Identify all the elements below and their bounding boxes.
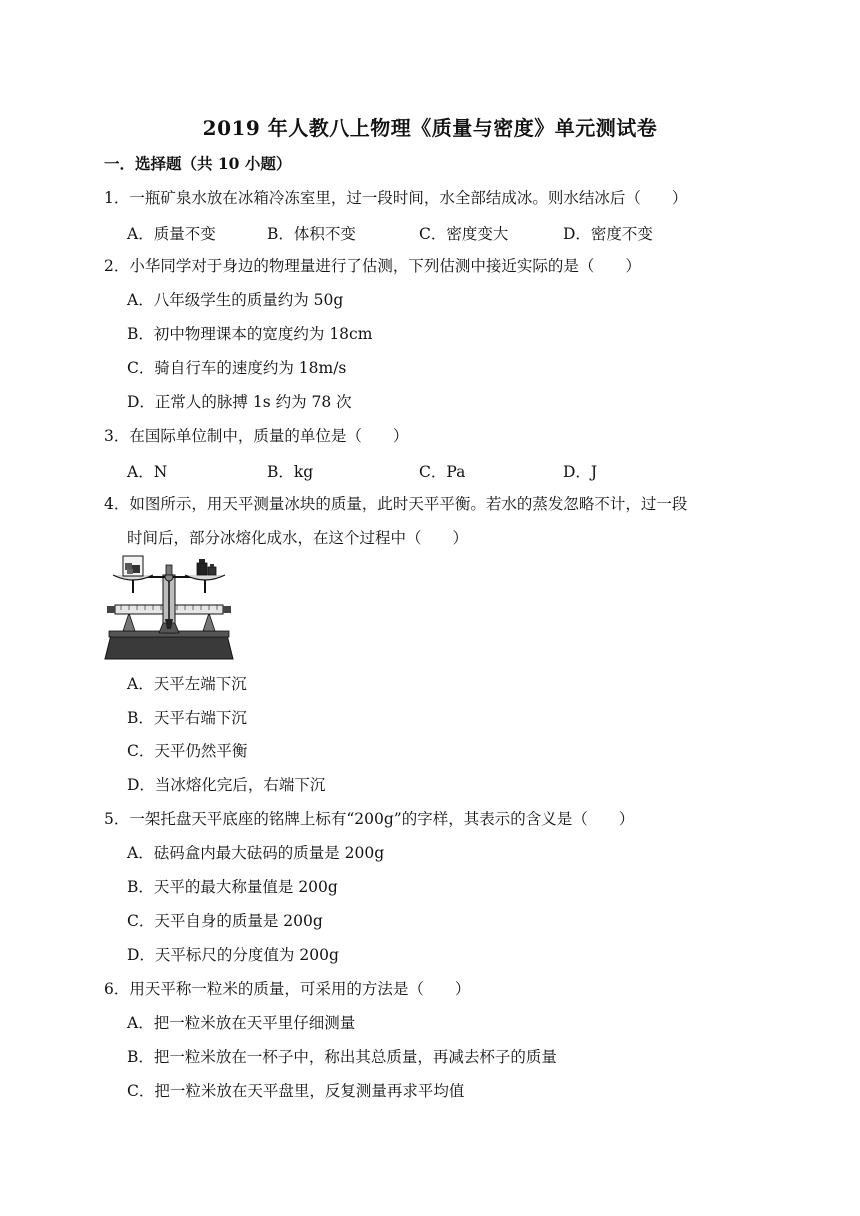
balance-scale-figure (99, 553, 239, 661)
question-2-option-b: B．初中物理课本的宽度约为 18cm (127, 325, 373, 343)
question-4-option-c: C．天平仍然平衡 (127, 742, 248, 760)
question-5-option-c: C．天平自身的质量是 200g (127, 912, 323, 930)
page-title: 2019 年人教八上物理《质量与密度》单元测试卷 (202, 116, 658, 140)
question-3-option-a: A．N (127, 463, 168, 481)
question-6-stem: 6．用天平称一粒米的质量，可采用的方法是（ ） (104, 980, 471, 998)
question-5-option-d: D．天平标尺的分度值为 200g (127, 946, 339, 964)
question-6-option-b: B．把一粒米放在一杯子中，称出其总质量，再减去杯子的质量 (127, 1048, 557, 1066)
question-1-option-c: C．密度变大 (419, 225, 509, 243)
question-5-option-a: A．砝码盒内最大砝码的质量是 200g (127, 844, 385, 862)
question-5-stem: 5．一架托盘天平底座的铭牌上标有“200g”的字样，其表示的含义是（ ） (104, 810, 635, 828)
question-1-option-b: B．体积不变 (267, 225, 356, 243)
question-6-option-c: C．把一粒米放在天平盘里，反复测量再求平均值 (127, 1082, 465, 1100)
question-3-option-c: C．Pa (419, 463, 466, 481)
question-6-option-a: A．把一粒米放在天平里仔细测量 (127, 1014, 356, 1032)
question-2-stem: 2．小华同学对于身边的物理量进行了估测，下列估测中接近实际的是（ ） (104, 257, 641, 275)
question-2-option-a: A．八年级学生的质量约为 50g (127, 291, 344, 309)
section-heading: 一．选择题（共 10 小题） (104, 154, 292, 173)
question-1-stem: 1．一瓶矿泉水放在冰箱冷冻室里，过一段时间，水全部结成冰。则水结冰后（ ） (104, 189, 688, 207)
question-3-stem: 3．在国际单位制中，质量的单位是（ ） (104, 427, 409, 445)
question-4-option-b: B．天平右端下沉 (127, 709, 247, 727)
question-4-stem-line-1: 4．如图所示，用天平测量冰块的质量，此时天平平衡。若水的蒸发忽略不计，过一段 (104, 495, 688, 513)
question-5-option-b: B．天平的最大称量值是 200g (127, 878, 338, 896)
question-1-option-a: A．质量不变 (127, 225, 216, 243)
question-4-option-a: A．天平左端下沉 (127, 675, 247, 693)
question-3-option-d: D．J (563, 463, 598, 481)
question-4-stem-line-2: 时间后，部分冰熔化成水，在这个过程中（ ） (127, 529, 469, 547)
question-1-option-d: D．密度不变 (563, 225, 653, 243)
question-2-option-c: C．骑自行车的速度约为 18m/s (127, 359, 347, 377)
question-2-option-d: D．正常人的脉搏 1s 约为 78 次 (127, 393, 352, 411)
question-3-option-b: B．kg (267, 463, 314, 481)
question-4-option-d: D．当冰熔化完后，右端下沉 (127, 776, 326, 794)
